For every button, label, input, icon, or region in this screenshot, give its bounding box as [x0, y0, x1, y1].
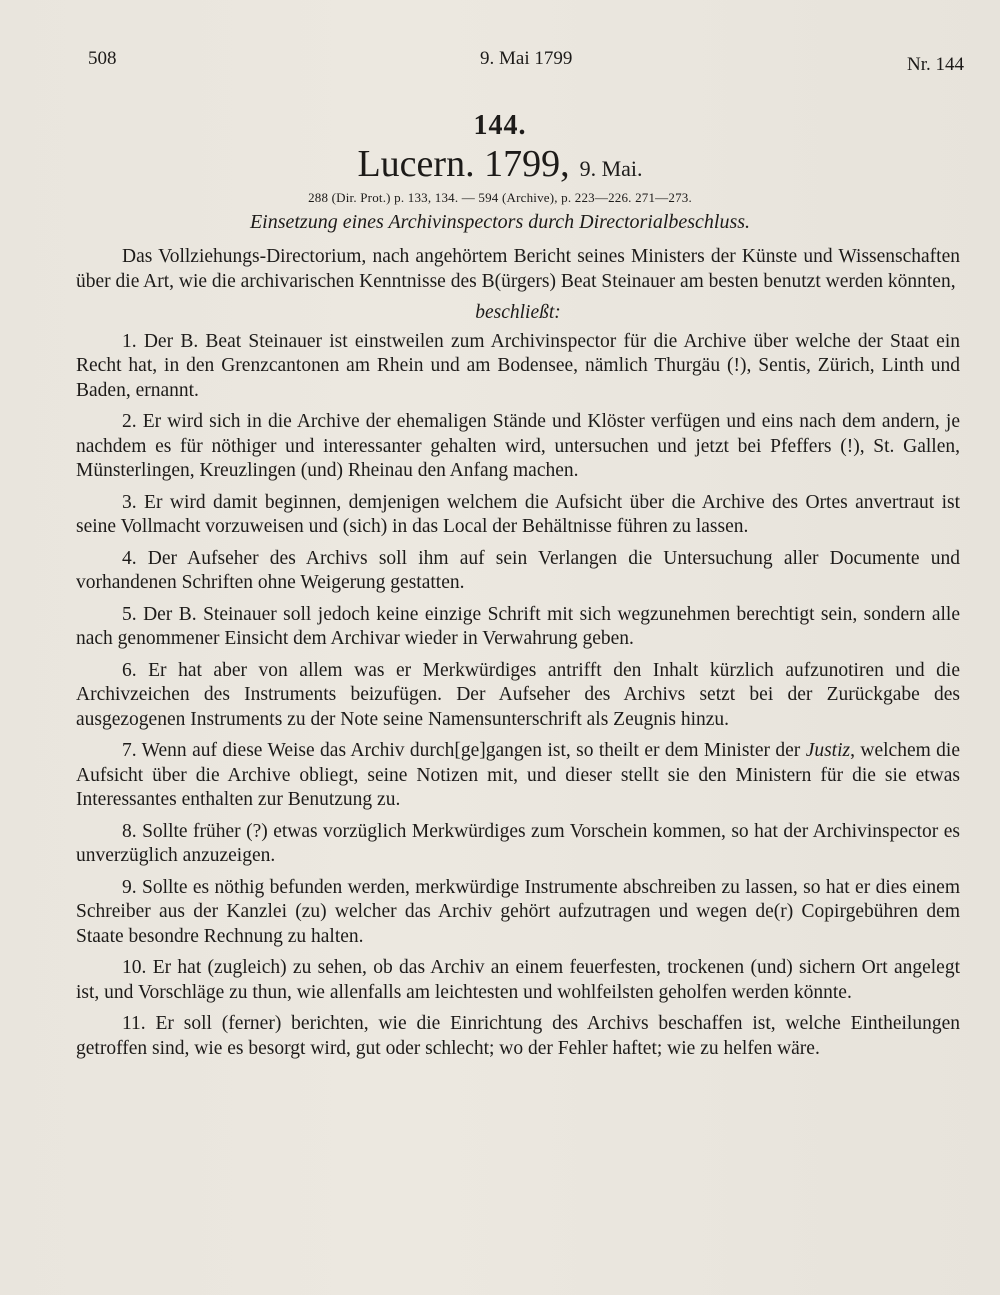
article-9: 9. Sollte es nöthig befunden werden, merkwürdige Instrumente abschreiben zu lassen, so hat er dies einem Schreiber aus der Kanzlei (zu) welcher das Archiv gehört aufzutragen und wegen de(r) Copirgebühren dem Staate besondre Rechnung zu halten. — [76, 876, 960, 947]
article-1: 1. Der B. Beat Steinauer ist einstweilen zum Archivinspector für die Archive über welche der Staat ein Recht hat, in den Grenzcantonen am Rhein und am Bodensee, nämlich Thurgäu (!), Sentis, Zürich, Linth und Baden, ernannt. — [76, 330, 960, 401]
source-reference: 288 (Dir. Prot.) p. 133, 134. — 594 (Archive), p. 223—226. 271—273. — [308, 190, 692, 205]
document-number: 144. — [473, 110, 527, 141]
header-date: 9. Mai 1799 — [480, 48, 573, 69]
article-3: 3. Er wird damit beginnen, demjenigen welchem die Aufsicht über die Archive des Ortes anvertraut ist seine Vollmacht vorzuweisen und (sich) in das Local der Behältnisse führen zu lassen. — [76, 491, 960, 537]
decree-heading: beschließt: — [475, 302, 561, 323]
article-4: 4. Der Aufseher des Archivs soll ihm auf sein Verlangen die Untersuchung aller Documente und vorhandenen Schriften ohne Weigerung gestatten. — [76, 547, 960, 593]
running-head — [88, 48, 964, 78]
emphasis-justiz: Justiz — [805, 740, 851, 761]
article-5: 5. Der B. Steinauer soll jedoch keine einzige Schrift mit sich wegzunehmen berechtigt sein, sondern alle nach genommener Einsicht dem Archivar wieder in Verwahrung geben. — [76, 603, 960, 649]
document-subject: Einsetzung eines Archivinspectors durch Directorialbeschluss. — [249, 211, 751, 233]
article-11: 11. Er soll (ferner) berichten, wie die Einrichtung des Archivs beschaffen ist, welche Eintheilungen getroffen sind, wie es besorgt wird, gut oder schlecht; wo der Fehler haftet; wie zu helfen wäre. — [76, 1013, 960, 1059]
page-number: 508 — [88, 48, 117, 69]
article-2: 2. Er wird sich in die Archive der ehemaligen Stände und Klöster verfügen und eins nach dem andern, je nachdem es für nöthiger und interessanter gehalten wird, untersuchen und jetzt bei Pfeffers (!), St. Gallen, Münsterlingen, Kreuzlingen (und) Rheinau den Anfang machen. — [76, 411, 960, 481]
article-7: 7. Wenn auf diese Weise das Archiv durch[ge]gangen ist, so theilt er dem Minister der Justiz, welchem die Aufsicht über die Archive obliegt, seine Notizen mit, und dieser stellt sie den Ministern für die sie etwas Interessantes enthalten zur Benutzung zu. — [76, 740, 960, 810]
document-place-year: Lucern. 1799, — [357, 143, 570, 185]
document-title — [0, 142, 1000, 186]
article-6: 6. Er hat aber von allem was er Merkwürdiges antrifft den Inhalt kürzlich aufzunotiren und die Archivzeichen des Instruments beizufügen. Der Aufseher des Archivs setzt bei der Zurückgabe des ausgezogenen Instruments zu der Note seine Namensunterschrift als Zeugnis hinzu. — [76, 659, 960, 730]
document-body — [76, 245, 960, 1068]
intro-paragraph: Das Vollziehungs-Directorium, nach angehörtem Bericht seines Ministers der Künste und Wissenschaften über die Art, wie die archivarischen Kenntnisse des B(ürgers) Beat Steinauer am besten benutzt werden könnten, — [76, 246, 960, 292]
document-day: 9. Mai. — [579, 156, 643, 181]
header-document-number: Nr. 144 — [907, 54, 964, 75]
article-8: 8. Sollte früher (?) etwas vorzüglich Merkwürdiges zum Vorschein kommen, so hat der Archivinspector es unverzüglich anzuzeigen. — [76, 820, 960, 866]
article-10: 10. Er hat (zugleich) zu sehen, ob das Archiv an einem feuerfesten, trockenen (und) sichern Ort angelegt ist, und Vorschläge zu thun, wie allenfalls am leichtesten und wohlfeilsten geholfen werden könnte. — [76, 957, 960, 1003]
